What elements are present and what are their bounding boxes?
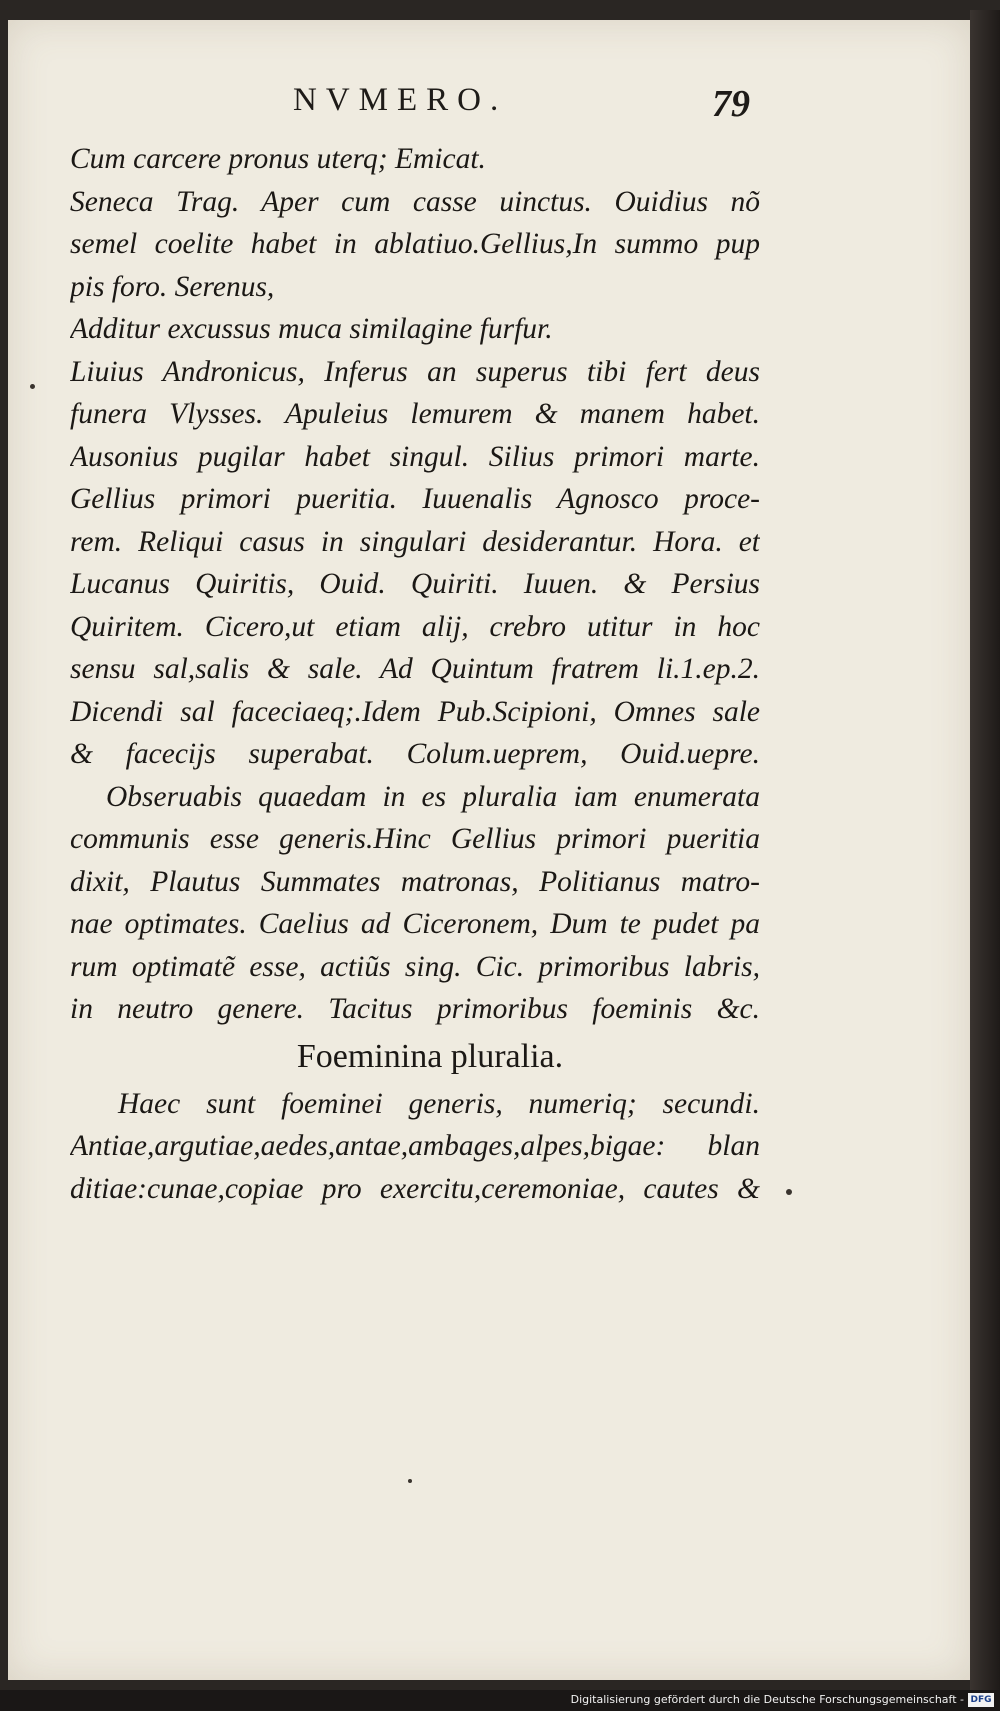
ink-speck	[786, 1189, 792, 1195]
page-number: 79	[712, 83, 750, 125]
text-line: Quiritem. Cicero,ut etiam alij, crebro utitur in hoc	[70, 610, 760, 643]
text-line: rum optimatẽ esse, actiũs sing. Cic. primoribus labris,	[70, 950, 760, 983]
section-heading: Foeminina pluralia.	[296, 1037, 564, 1075]
text-line: communis esse generis.Hinc Gellius primori pueritia	[70, 823, 760, 855]
text-line: Liuius Andronicus, Inferus an superus tibi fert deus	[70, 355, 760, 388]
text-line: pis foro. Serenus,	[70, 270, 275, 303]
text-line: funera Vlysses. Apuleius lemurem & manem habet.	[70, 398, 760, 430]
digitization-footer	[0, 1690, 1000, 1711]
text-line: nae optimates. Caelius ad Ciceronem, Dum te pudet pa	[70, 908, 760, 940]
text-line: in neutro genere. Tacitus primoribus foeminis &c.	[70, 993, 760, 1025]
running-head-title: NVMERO.	[293, 82, 508, 118]
funding-credit: Digitalisierung gefördert durch die Deutsche Forschungsgemeinschaft -	[570, 1693, 964, 1706]
page-edge-shadow	[970, 10, 1000, 1695]
text-line: Lucanus Quiritis, Ouid. Quiriti. Iuuen. & Persius	[70, 568, 760, 600]
ink-speck	[30, 384, 35, 389]
text-line: ditiae:cunae,copiae pro exercitu,ceremoniae, cautes &	[70, 1172, 760, 1205]
text-line: Seneca Trag. Aper cum casse uinctus. Ouidius nõ	[70, 185, 760, 218]
running-head	[0, 82, 1000, 125]
text-line: Cum carcere pronus uterq; Emicat.	[70, 143, 486, 175]
text-line: Additur excussus muca similagine furfur.	[70, 313, 553, 345]
text-block	[70, 138, 760, 1210]
text-line: sensu sal,salis & sale. Ad Quintum fratrem li.1.ep.2.	[70, 653, 760, 685]
text-line: Antiae,argutiae,aedes,antae,ambages,alpes,bigae: blan	[70, 1130, 760, 1162]
text-line: Obseruabis quaedam in es pluralia iam enumerata	[106, 780, 760, 813]
ink-speck	[408, 1479, 412, 1483]
text-line: & facecijs superabat. Colum.ueprem, Ouid.uepre.	[70, 738, 760, 770]
dfg-logo: DFG	[968, 1693, 994, 1707]
text-line: Gellius primori pueritia. Iuuenalis Agnosco proce-	[70, 483, 760, 515]
text-line: semel coelite habet in ablatiuo.Gellius,In summo pup	[70, 228, 760, 260]
text-line: dixit, Plautus Summates matronas, Politianus matro-	[70, 865, 760, 898]
text-line: Ausonius pugilar habet singul. Silius primori marte.	[70, 440, 760, 473]
text-line: Haec sunt foeminei generis, numeriq; secundi.	[118, 1087, 760, 1120]
text-line: Dicendi sal faceciaeq;.Idem Pub.Scipioni, Omnes sale	[70, 695, 760, 728]
text-line: rem. Reliqui casus in singulari desiderantur. Hora. et	[70, 525, 760, 558]
